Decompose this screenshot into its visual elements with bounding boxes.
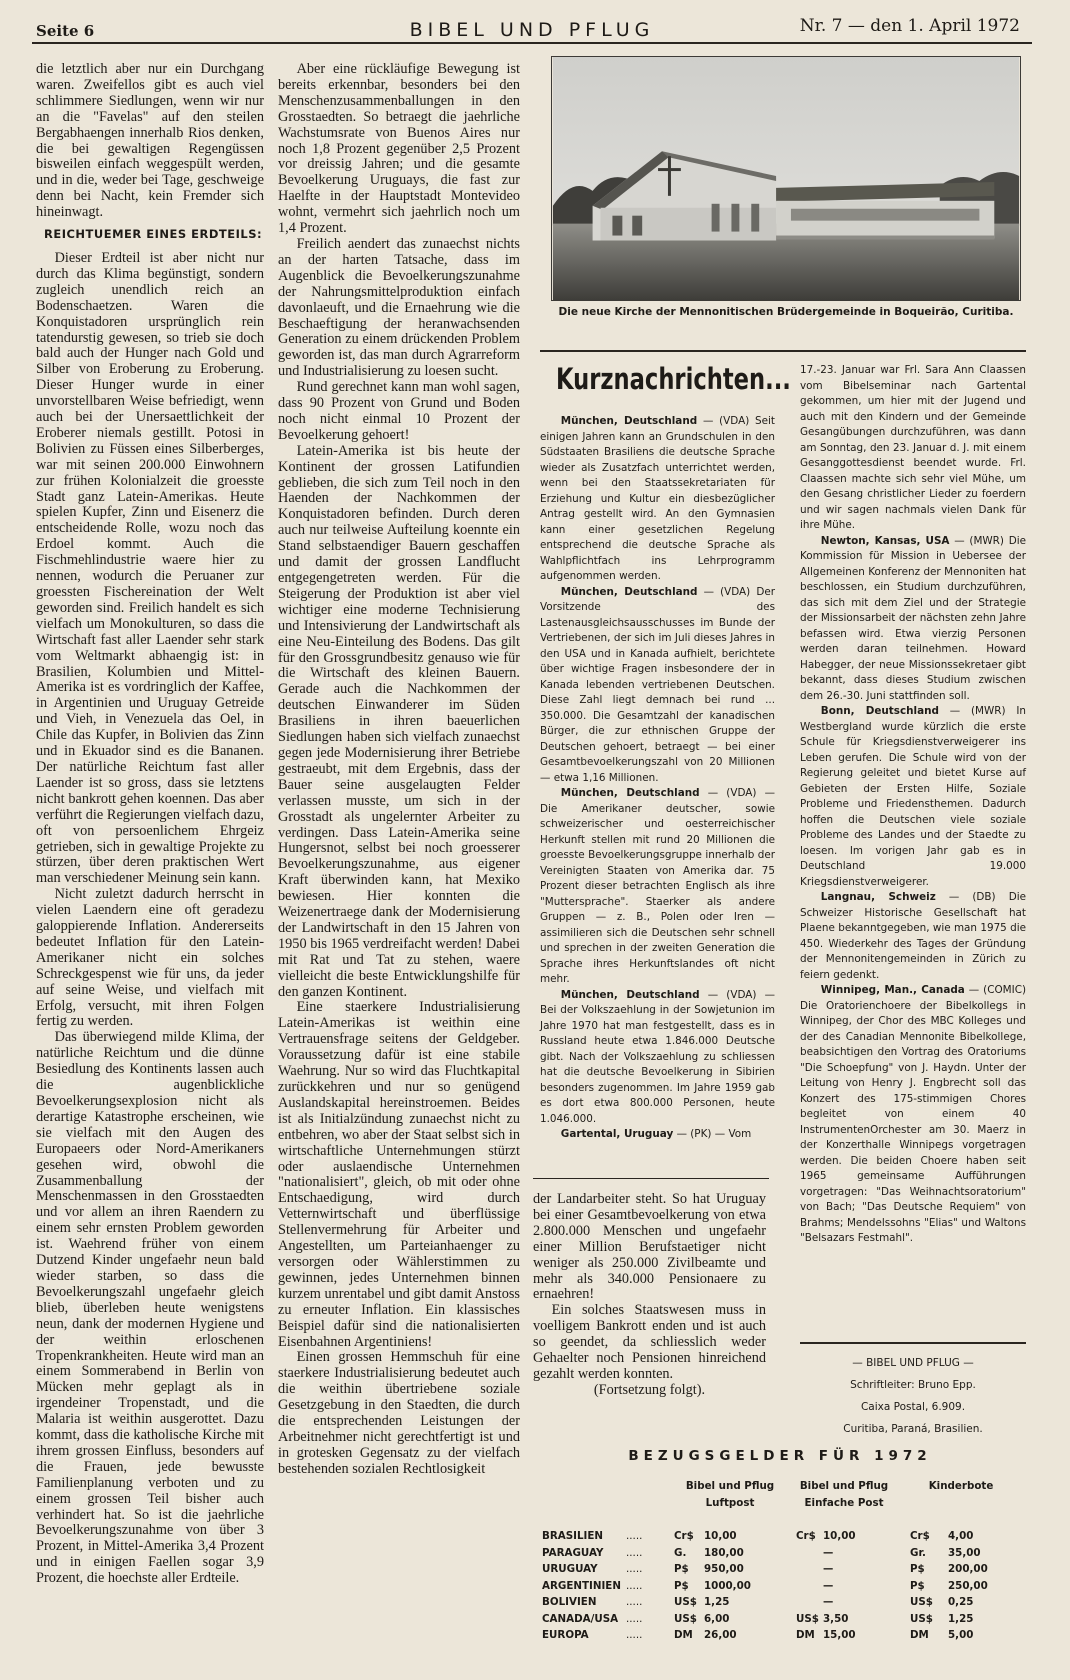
fee-currency: P$ (674, 1563, 689, 1575)
fees-title: BEZUGSGELDER FÜR 1972 (628, 1448, 932, 1464)
fee-row (540, 1596, 1024, 1612)
fee-value: — (823, 1596, 834, 1608)
fee-row (540, 1563, 1024, 1579)
fees-header-surface: Bibel und Pflug Einfache Post (799, 1480, 889, 1509)
fee-row (540, 1613, 1024, 1629)
news-text: Seit einigen Jahren kann an Grundschulen in den Südstaaten Brasiliens die deutsche Sprache wieder als Zusatzfach unterrichtet werden, wenn bei den Staatssekretariaten für Erziehung und Kultur ein diesbezüglicher Antrag gestellt wird. An den Gymnasien kann einer gesetzlichen Regelung entsprechend die deutsche Sprache als Wahlpflichtfach ins Lehrprogramm aufgenommen werden. (540, 415, 775, 582)
fee-currency: Cr$ (674, 1530, 694, 1542)
section-divider (540, 350, 1026, 352)
fee-value: 200,00 (948, 1563, 988, 1575)
fee-value: 1,25 (948, 1612, 974, 1625)
page-header (32, 16, 1032, 44)
imprint-box (800, 1352, 1026, 1440)
news-source: — (COMIC) (968, 984, 1026, 996)
imprint-title: — BIBEL UND PFLUG — (852, 1357, 974, 1369)
article-paragraph: Einen grossen Hemmschuh für eine staerkere Industrialisierung bedeutet auch die weithin übertriebene soziale Gesetzgebung in den Staedten, die durch die entsprechenden Leistungen der Arbeitnehmer nicht gerechtfertigt ist und in grotesken Gegensatz zu der vielfach bestehenden sozialen Rechtlosigkeit (278, 1349, 520, 1477)
imprint-editor: Schriftleiter: Bruno Epp. (850, 1379, 976, 1391)
fee-value: 10,00 (704, 1530, 737, 1542)
fee-value: 10,00 (823, 1530, 856, 1542)
news-item (540, 585, 775, 787)
news-dateline: Newton, Kansas, USA (820, 534, 950, 547)
fees-header-kinderbote: Kinderbote (928, 1480, 994, 1492)
section-heading: REICHTUEMER EINES ERDTEILS: (44, 227, 263, 242)
column-divider (533, 1178, 769, 1179)
news-item (540, 1127, 775, 1143)
article-paragraph: Freilich aendert das zunaechst nichts an der harten Tatsache, dass im Augenblick die Bevoelkerungszunahme der Nahrungsmittelproduktion einfach davonlaeuft, und die Ernaehrung wie die Beschaeftigung der heranwachsenden Generation zu einem drückenden Problem geworden ist, das man durch Agrarreform und Industrialisierung zu loesen sucht. (278, 235, 520, 380)
fee-country: PARAGUAY (542, 1546, 604, 1559)
fees-header-airmail: Bibel und Pflug Luftpost (685, 1480, 775, 1509)
fee-row (540, 1580, 1024, 1596)
issue-date: Nr. 7 — den 1. April 1972 (799, 16, 1020, 36)
news-source: — (MWR) (949, 705, 1006, 717)
news-dateline: München, Deutschland (560, 787, 700, 799)
fee-value: 4,00 (948, 1530, 974, 1542)
news-source: — (PK) — Vom (676, 1128, 752, 1140)
fee-value: 5,00 (948, 1629, 974, 1641)
article-paragraph: Rund gerechnet kann man wohl sagen, dass 90 Prozent von Grund und Boden noch nicht einmal 10 Prozent der Bevoelkerung gehoert! (278, 379, 520, 443)
fee-value: 250,00 (948, 1579, 988, 1592)
article-paragraph: Aber eine rückläufige Bewegung ist bereits erkennbar, besonders bei den Menschenzusammenballungen in den Grosstaedten. So betraegt die jaehrliche Wachstumsrate von Buenos Aires nur noch 1,8 Prozent gegenüber 2,5 Prozent vor dreissig Jahren; und die gesamte Bevoelkerung Uruguays, die fast zur Haelfte in der Hauptstadt Montevideo wohnt, vermehrt sich jaehrlich noch um 1,4 Prozent. (278, 61, 520, 237)
news-source: — (MWR) (954, 534, 1004, 547)
news-item (800, 704, 1026, 890)
news-dateline: Langnau, Schweiz (820, 891, 936, 903)
fee-value: 950,00 (704, 1563, 744, 1575)
church-photo-image (551, 56, 1021, 301)
masthead-title: BIBEL UND PFLUG (409, 19, 655, 41)
news-source: — (VDA) (703, 585, 751, 598)
news-source: — (VDA) — (707, 988, 775, 1001)
fee-value: — (823, 1546, 834, 1559)
news-continuation: 17.-23. Januar war Frl. Sara Ann Claassen vom Bibelseminar nach Gartental gekommen, um hier mit der Jugend und auch mit den Kindern und der Gemeinde Gesangübungen durchzuführen, was dann am Sonntag, den 23. Januar d. J. mit einem Gesanggottesdienst beendet wurde. Frl. Claassen machte sich sehr viel Mühe, um den Gesang christlicher Lieder zu foerdern und wir sagen nachmals vielen Dank für ihre Mühe. (800, 364, 1026, 531)
fee-country: BRASILIEN (542, 1530, 604, 1542)
article-paragraph: der Landarbeiter steht. So hat Uruguay bei einer Gesamtbevoelkerung von etwa 2.800.000 Menschen und ungefaehr einer Million Berufstaetiger nicht weniger als 250.000 Zivilbeamte und mehr als 340.000 Pensionaere zu ernaehren! (533, 1191, 766, 1303)
fee-value: — (823, 1563, 834, 1575)
fee-value: — (823, 1579, 834, 1592)
fee-currency: US$ (796, 1612, 819, 1625)
fee-currency: Gr. (910, 1546, 926, 1559)
page-number: Seite 6 (36, 22, 95, 40)
fee-value: 26,00 (704, 1629, 737, 1641)
fee-value: 0,25 (948, 1596, 974, 1608)
fee-currency: DM (910, 1629, 929, 1641)
fee-row (540, 1530, 1024, 1546)
leader-dots: ..... (626, 1579, 643, 1592)
fee-currency: P$ (910, 1579, 925, 1592)
article-column-1 (36, 62, 264, 1587)
church-photo (551, 56, 1021, 301)
news-section-title: Kurznachrichten... (556, 362, 791, 396)
leader-dots: ..... (626, 1612, 643, 1625)
article-paragraph: Das überwiegend milde Klima, der natürliche Reichtum und die dünne Besiedlung des Kontinents lassen auch die augenblickliche Bevoelkerungsexplosion nicht als derartige Katastrophe erscheinen, wie sie vielfach mit den Augen des Europaeers oder Nord-Amerikaners gesehen wird, obwohl die Zusammenballung der Menschenmassen in den Grosstaedten und vor allem an ihren Raendern zu einem sehr ernsten Problem geworden ist. Waehrend früher von einem Dutzend Kinder ungefaehr neun bald wieder starben, so dass die Bevoelkerungszahl ungefaehr gleich blieb, überleben heute wenigstens neun, dank der modernen Hygiene und der weithin erloschenen Tropenkrankheiten. Heute wird man an einem Sommerabend in Berlin von Mücken mehr geplagt als in irgendeiner Tropenstadt, und die Malaria ist weithin ausgerottet. Dazu kommt, dass die katholische Kirche mit ihrem grossen Einfluss, besonders auf die Frauen, jede bewusste Familienplanung verboten und zu einem grossen Teil bisher auch verhindert hat. So ist die jaehrliche Bevoelkerungszunahme von über 3 Prozent, in Mittel-Amerika 3,4 Prozent und in einigen Faellen sogar 3,9 Prozent, die hoechste aller Erdteile. (36, 1029, 264, 1587)
fee-value: 1,25 (704, 1596, 730, 1608)
news-text: Die Schweizer Historische Gesellschaft hat Plaene bekanntgegeben, wie man 1975 die 450. Wiederkehr des Tages der Gründung der Mennonitengemeinden in Zürich zu feiern gedenkt. (800, 891, 1026, 981)
news-item (800, 534, 1026, 705)
news-text: In Westbergland wurde kürzlich die erste Schule für Kriegsdienstverweigerer ins Leben gerufen. Die Schule wird von der Regierung geleitet und bietet Kurse auf Gebieten der Ersten Hilfe, Soziale Probleme und Friedensthemen. Dadurch hoffen die Deutschen viele soziale Probleme des Landes und der Staedte zu loesen. Im vorigen Jahr gab es in Deutschland 19.000 Kriegsdienstverweigerer. (800, 705, 1027, 888)
news-item (540, 414, 775, 585)
fee-currency: P$ (910, 1563, 925, 1575)
fee-currency: US$ (674, 1596, 697, 1608)
imprint-city: Curitiba, Paraná, Brasilien. (843, 1423, 983, 1435)
news-dateline: Bonn, Deutschland (820, 705, 939, 717)
news-column-2 (800, 363, 1026, 1247)
news-source: — (VDA) (702, 415, 750, 427)
fee-currency: DM (796, 1629, 815, 1641)
news-item (540, 988, 775, 1128)
fee-value: 3,50 (823, 1612, 849, 1625)
article-paragraph: Dieser Erdteil ist aber nicht nur durch das Klima begünstigt, sondern zugleich unendlich reich an Bodenschaetzen. Waren die Konquistadoren ursprünglich rein tatendurstig gewesen, so trieb sie doch bald auch der Hunger nach Gold und Silber von Eroberung zu Eroberung. Dieser Hunger wurde in einer unvorstellbaren Weise befriedigt, wenn auch bei der Unersaettlichkeit der Eroberer niemals gestillt. Potosi in Bolivien zu Füssen eines Silberberges, war mit seinen 200.000 Einwohnern zur frühen Kolonialzeit die groesste Stadt ganz Latein-Amerikas. Heute spielen Kupfer, Zinn und Eisenerz die entscheidende Rolle, wozu noch das Erdoel kommt. Auch die Fischmehlindustrie waere hier zu nennen, wodurch die Peruaner zur groessten Fischereination der Welt geworden sind. Freilich handelt es sich vielfach um Monokulturen, so dass die Wirtschaft fast aller Laender sehr stark vom Weltmarkt abhaengig ist: in Brasilien, Kolumbien und Mittel-Amerika ist es vordringlich der Kaffee, in Argentinien und Uruguay Getreide und Vieh, in Venezuela das Oel, in Chile das Kupfer, in Bolivien das Zinn und in Ekuador sind es die Bananen. Der natürliche Reichtum fast aller Laender ist so gross, dass sie letztens nicht bankrott gehen koennen. Das aber verführt die Regierungen vielfach dazu, oft von persoenlichem Ehrgeiz getrieben, sich in gewaltige Projekte zu stürzen, über deren praktischen Wert man verschiedener Meinung sein kann. (36, 249, 264, 887)
photo-caption: Die neue Kirche der Mennonitischen Brüdergemeinde in Boqueirão, Curitiba. (558, 306, 1014, 318)
fee-currency: Cr$ (910, 1530, 930, 1542)
news-dateline: Gartental, Uruguay (560, 1128, 674, 1140)
article-continuation (533, 1192, 766, 1399)
article-column-2 (278, 62, 520, 1478)
news-source: — (VDA) — (707, 787, 775, 799)
leader-dots: ..... (626, 1530, 643, 1542)
news-text: Die Kommission für Mission in Uebersee der Allgemeinen Konferenz der Mennoniten hat beschlossen, ein Studium durchzuführen, das sich mit dem Ziel und der Strategie der Missionsarbeit der nächsten zehn Jahre befassen wird. Etwa vierzig Personen werden daran teilnehmen. Howard Habegger, der neue Missionssekretaer gibt bekannt, dass dieses Studium zwischen dem 26.-30. Juni stattfinden soll. (800, 534, 1027, 702)
fee-country: EUROPA (542, 1629, 589, 1641)
fee-currency: US$ (910, 1612, 933, 1625)
fee-value: 6,00 (704, 1612, 730, 1625)
fee-country: BOLIVIEN (542, 1596, 597, 1608)
article-paragraph: Latein-Amerika ist bis heute der Kontinent der grossen Latifundien geblieben, die sich zum Teil noch in den Haenden der Nachkommen der Konquistadoren befinden. Durch deren auch nur teilweise Aufteilung koennte ein Stand selbstaendiger Bauern geschaffen und damit der grossen Landflucht entgegengetreten werden. Für die Steigerung der Produktion ist aber viel wichtiger eine moderne Technisierung und Intensivierung der Landwirtschaft als eine Neu-Einteilung des Bodens. Das gilt für den Grossgrundbesitz genauso wie für die Wirtschaft des kleinen Bauern. Gerade auch die Nachkommen der deutschen Einwanderer im Süden Brasiliens in ihren baeuerlichen Siedlungen haben sich vielfach zunaechst gegen jede Modernisierung ihrer Betriebe gestraeubt, mit dem Ergebnis, dass der Bauer seine ausgelaugten Felder verlassen musste, um sich in der Grosstadt als ungelernter Arbeiter zu verdingen. Dass Latein-Amerika seine Hungersnot, selbst bei noch groesserer Bevoelkerungszunahme, aus eigener Kraft überwinden kann, hat Mexiko bewiesen. Hier konnten die Weizenertraege dank der Modernisierung der Landwirtschaft in den 15 Jahren von 1950 bis 1965 verdreifacht werden! Dabei mit Rat und Tat zu stehen, waere vielleicht die beste Entwicklungshilfe für den ganzen Kontinent. (278, 442, 520, 1000)
article-paragraph: Nicht zuletzt dadurch herrscht in vielen Laendern eine oft geradezu galoppierende Inflation. Andererseits bedeutet Inflation für den Latein-Amerikaner nicht ein solches Schreckgespenst wie für uns, da jeder auf seine Weise, und vielfach mit Erfolg, versucht, mit ihren Folgen fertig zu werden. (36, 886, 264, 1030)
leader-dots: ..... (626, 1629, 643, 1641)
fee-row (540, 1629, 1024, 1645)
news-text: Die Oratorienchoere der Bibelkollegs in Winnipeg, der Chor des MBC Kolleges und der des Canadian Mennonite Bibelkollege, beabsichtigen den Vortrag des Oratoriums "Die Schoepfung" von J. Haydn. Unter der Leitung von Henry J. Engbrecht soll das Konzert des 175-stimmigen Chores begleitet von einem 40 InstrumentenOrchester am 30. Maerz in der Konzerthalle Winnipegs vorgetragen werden. Die beiden Choere haben seit 1965 gemeinsame Aufführungen vorgetragen: "Das Weihnachtsoratorium" von Bach; "Das Deutsche Requiem" von Brahms; Mendelssohns "Elias" und Waltons "Belsazars Festmahl". (800, 999, 1026, 1244)
fee-value: 1000,00 (704, 1579, 751, 1592)
news-item (800, 890, 1026, 983)
leader-dots: ..... (626, 1596, 643, 1608)
leader-dots: ..... (626, 1563, 643, 1575)
news-dateline: München, Deutschland (560, 415, 698, 427)
fee-currency: DM (674, 1629, 693, 1641)
imprint-divider (800, 1342, 1026, 1344)
news-item (540, 786, 775, 988)
fee-currency: US$ (674, 1612, 697, 1625)
news-dateline: München, Deutschland (560, 988, 700, 1001)
news-text: Der Vorsitzende des Lastenausgleichsausschusses im Bunde der Vertriebenen, der sich im Juli dieses Jahres in den USA und in Kanada aufhielt, berichtete über wichtige Fragen insbesondere der in Kanada lebenden vertriebenen Deutschen. Diese Zahl liegt demnach bei rund ... 350.000. Die Gesamtzahl der kanadischen Bürger, die zur ethnischen Gruppe der Deutschen gehoert, betraegt — bei einer Gesamtbevoelkerungszahl von 20 Millionen — etwa 1,16 Millionen. (540, 585, 776, 784)
fee-currency: US$ (910, 1596, 933, 1608)
news-text: Bei der Volkszaehlung in der Sowjetunion im Jahre 1970 hat man festgestellt, dass es in Russland heute etwa 1.846.000 Deutsche gibt. Nach der Volkszaehlung zu schliessen hat die deutsche Bevoelkerung in Sibirien besonders zugenommen. Im Jahre 1959 gab es dort etwa 800.000 Personen, heute 1.046.000. (540, 1004, 775, 1125)
fee-country: CANADA/USA (542, 1612, 619, 1625)
fee-currency: G. (674, 1546, 687, 1559)
fee-currency: Cr$ (796, 1530, 816, 1542)
news-source: — (DB) (948, 891, 996, 903)
fee-value: 180,00 (704, 1546, 744, 1559)
article-paragraph: die letztlich aber nur ein Durchgang waren. Zweifellos gibt es auch viel schlimmere Siedlungen, wenn wir nur an die "Favelas" auf den steilen Bergabhaengen innerhalb Rios denken, die bei gewaltigen Regengüssen bisweilen einfach weggespült werden, und in die, weder bei Tage, geschweige denn bei Nacht, kein Fremder sich hineinwagt. (36, 61, 264, 221)
leader-dots: ..... (626, 1546, 643, 1559)
imprint-postbox: Caixa Postal, 6.909. (860, 1401, 966, 1413)
news-dateline: Winnipeg, Man., Canada (820, 984, 965, 996)
continuation-note: (Fortsetzung folgt). (593, 1381, 706, 1398)
fee-row (540, 1547, 1024, 1563)
article-paragraph: Eine staerkere Industrialisierung Latein-Amerikas ist weithin eine Vertrauensfrage seitens der Geldgeber. Voraussetzung dafür ist eine stabile Waehrung. Nur so wird das Fluchtkapital zurückkehren und nur so genügend Auslandskapital hereinstroemen. Beides ist als Initialzündung zunaechst nicht zu entbehren, wo aber der Staat selbst sich in wirtschaftliche Unternehmungen stürzt oder auslaendische Unternehmen "nationalisiert", gleich, ob mit oder ohne Entschaedigung, wird durch Vetternwirtschaft und überflüssige Stellenvermehrung für Arbeiter und Angestellten, um Parteianhaenger zu versorgen oder Wählerstimmen zu gewinnen, jedes Unternehmen binnen kurzem unrentabel und gibt damit Anstoss zu erneuter Inflation. Ein klassisches Beispiel dafür sind die nationalisierten Eisenbahnen Argentiniens! (278, 999, 520, 1350)
article-paragraph: Ein solches Staatswesen muss in voelligem Bankrott enden und ist auch so geendet, da schliesslich weder Gehaelter noch Pensionen hinreichend gezahlt werden konnten. (533, 1302, 766, 1382)
fee-value: 15,00 (823, 1629, 856, 1641)
fee-country: URUGUAY (542, 1563, 598, 1575)
news-item (800, 983, 1026, 1247)
fee-currency: P$ (674, 1579, 689, 1592)
news-column-1 (540, 414, 775, 1143)
news-dateline: München, Deutschland (560, 585, 698, 598)
fee-country: ARGENTINIEN (542, 1579, 621, 1592)
news-text: Die Amerikaner deutscher, sowie schweizerischer und oesterreichischer Herkunft stellen mit rund 20 Millionen die groesste Bevoelkerungsgruppe innerhalb der Vereinigten Staaten von Amerika dar. 75 Prozent dieser betrachten Englisch als ihre "Muttersprache". Staerker als andere Gruppen — z. B., Polen oder Iren — assimilieren sich die Deutschen sehr schnell und sprechen in der zweiten Generation die Sprache ihres Herkunftslandes oft nicht mehr. (540, 802, 775, 985)
fee-value: 35,00 (948, 1546, 981, 1559)
